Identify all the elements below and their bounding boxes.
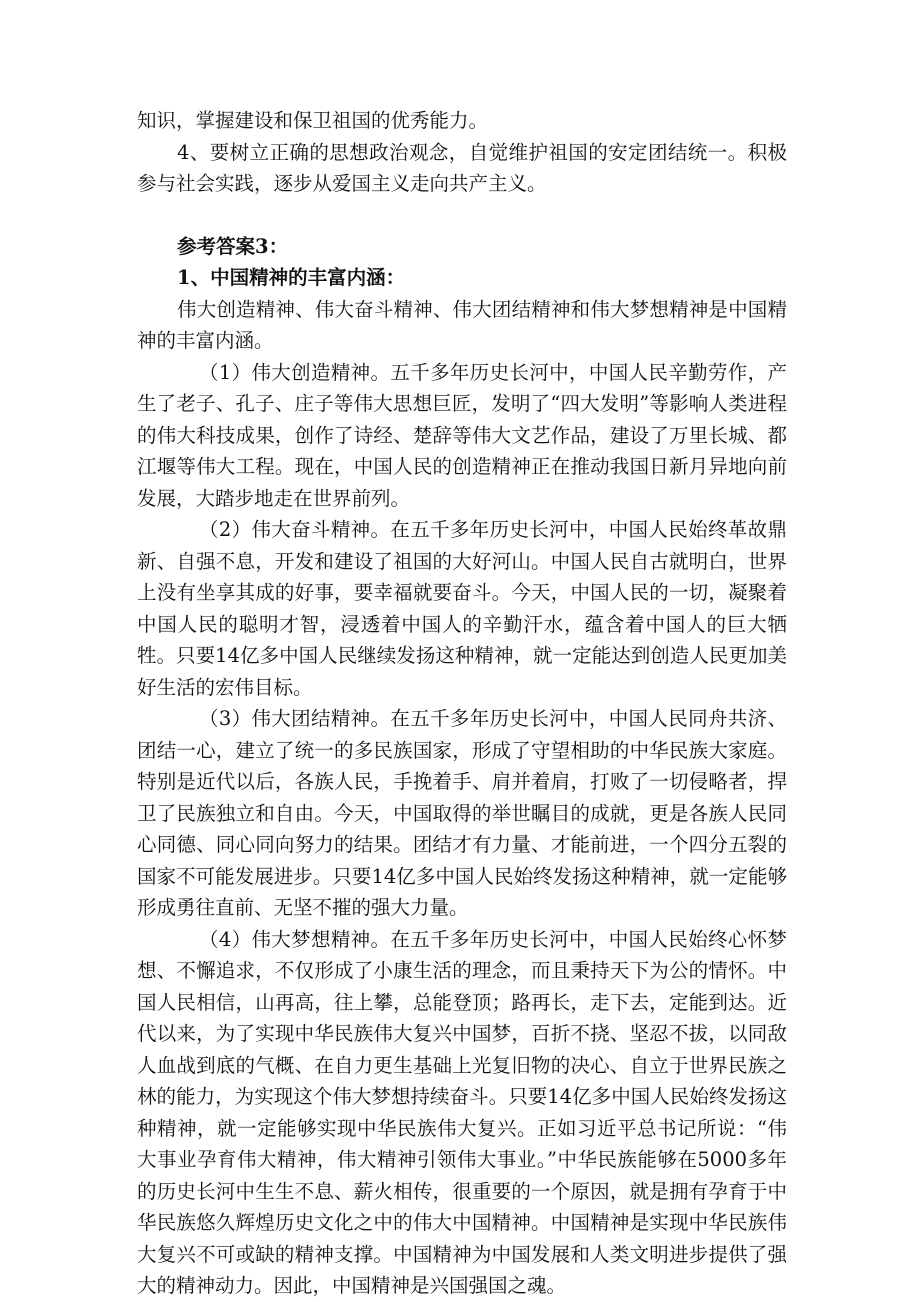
point-4-paragraph: 4、要树立正确的思想政治观念，自觉维护祖国的安定团结统一。积极参与社会实践，逐步从爱国主义走向共产主义。 — [137, 140, 787, 195]
item-dream-spirit: （4）伟大梦想精神。在五千多年历史长河中，中国人民始终心怀梦想、不懈追求，不仅形成了小康生活的理念，而且秉持天下为公的情怀。中国人民相信，山再高，往上攀，总能登顶；路再长，走下去，定能到达。近代以来，为了实现中华民族伟大复兴中国梦，百折不挠、坚忍不拔，以同敌人血战到底的气概、在自力更生基础上光复旧物的决心、自立于世界民族之林的能力，为实现这个伟大梦想持续奋斗。只要14亿多中国人民始终发扬这种精神，就一定能够实现中华民族伟大复兴。正如习近平总书记所说：“伟大事业孕育伟大精神，伟大精神引领伟大事业。”中华民族能够在5000多年的历史长河中生生不息、薪火相传，很重要的一个原因，就是拥有孕育于中华民族悠久辉煌历史文化之中的伟大中国精神。中国精神是实现中华民族伟大复兴不可或缺的精神支撑。中国精神为中国发展和人类文明进步提供了强大的精神动力。因此，中国精神是兴国强国之魂。 — [137, 927, 787, 1297]
document-page — [137, 105, 787, 1302]
paragraph-gap — [137, 200, 787, 231]
item-creation-spirit: （1）伟大创造精神。五千多年历史长河中，中国人民辛勤劳作，产生了老子、孔子、庄子等伟大思想巨匠，发明了“四大发明”等影响人类进程的伟大科技成果，创作了诗经、楚辞等伟大文艺作品，建设了万里长城、都江堰等伟大工程。现在，中国人民的创造精神正在推动我国日新月异地向前发展，大踏步地走在世界前列。 — [137, 360, 787, 510]
item-struggle-spirit: （2）伟大奋斗精神。在五千多年历史长河中，中国人民始终革故鼎新、自强不息，开发和建设了祖国的大好河山。中国人民自古就明白，世界上没有坐享其成的好事，要幸福就要奋斗。今天，中国人民的一切，凝聚着中国人民的聪明才智，浸透着中国人的辛勤汗水，蕴含着中国人的巨大牺牲。只要14亿多中国人民继续发扬这种精神，就一定能达到创造人民更加美好生活的宏伟目标。 — [137, 518, 787, 699]
summary-paragraph: 伟大创造精神、伟大奋斗精神、伟大团结精神和伟大梦想精神是中国精神的丰富内涵。 — [137, 297, 787, 352]
answer-heading: 参考答案3： — [177, 234, 289, 258]
item-unity-spirit: （3）伟大团结精神。在五千多年历史长河中，中国人民同舟共济、团结一心，建立了统一的多民族国家，形成了守望相助的中华民族大家庭。特别是近代以后，各族人民，手挽着手、肩并着肩，打败了一切侵略者，捍卫了民族独立和自由。今天，中国取得的举世瞩目的成就，更是各族人民同心同德、同心同向努力的结果。团结才有力量、才能前进，一个四分五裂的国家不可能发展进步。只要14亿多中国人民始终发扬这种精神，就一定能够形成勇往直前、无坚不摧的强大力量。 — [137, 707, 787, 919]
intro-line: 知识，掌握建设和保卫祖国的优秀能力。 — [137, 109, 489, 132]
answer-subheading: 1、中国精神的丰富内涵： — [177, 266, 406, 289]
